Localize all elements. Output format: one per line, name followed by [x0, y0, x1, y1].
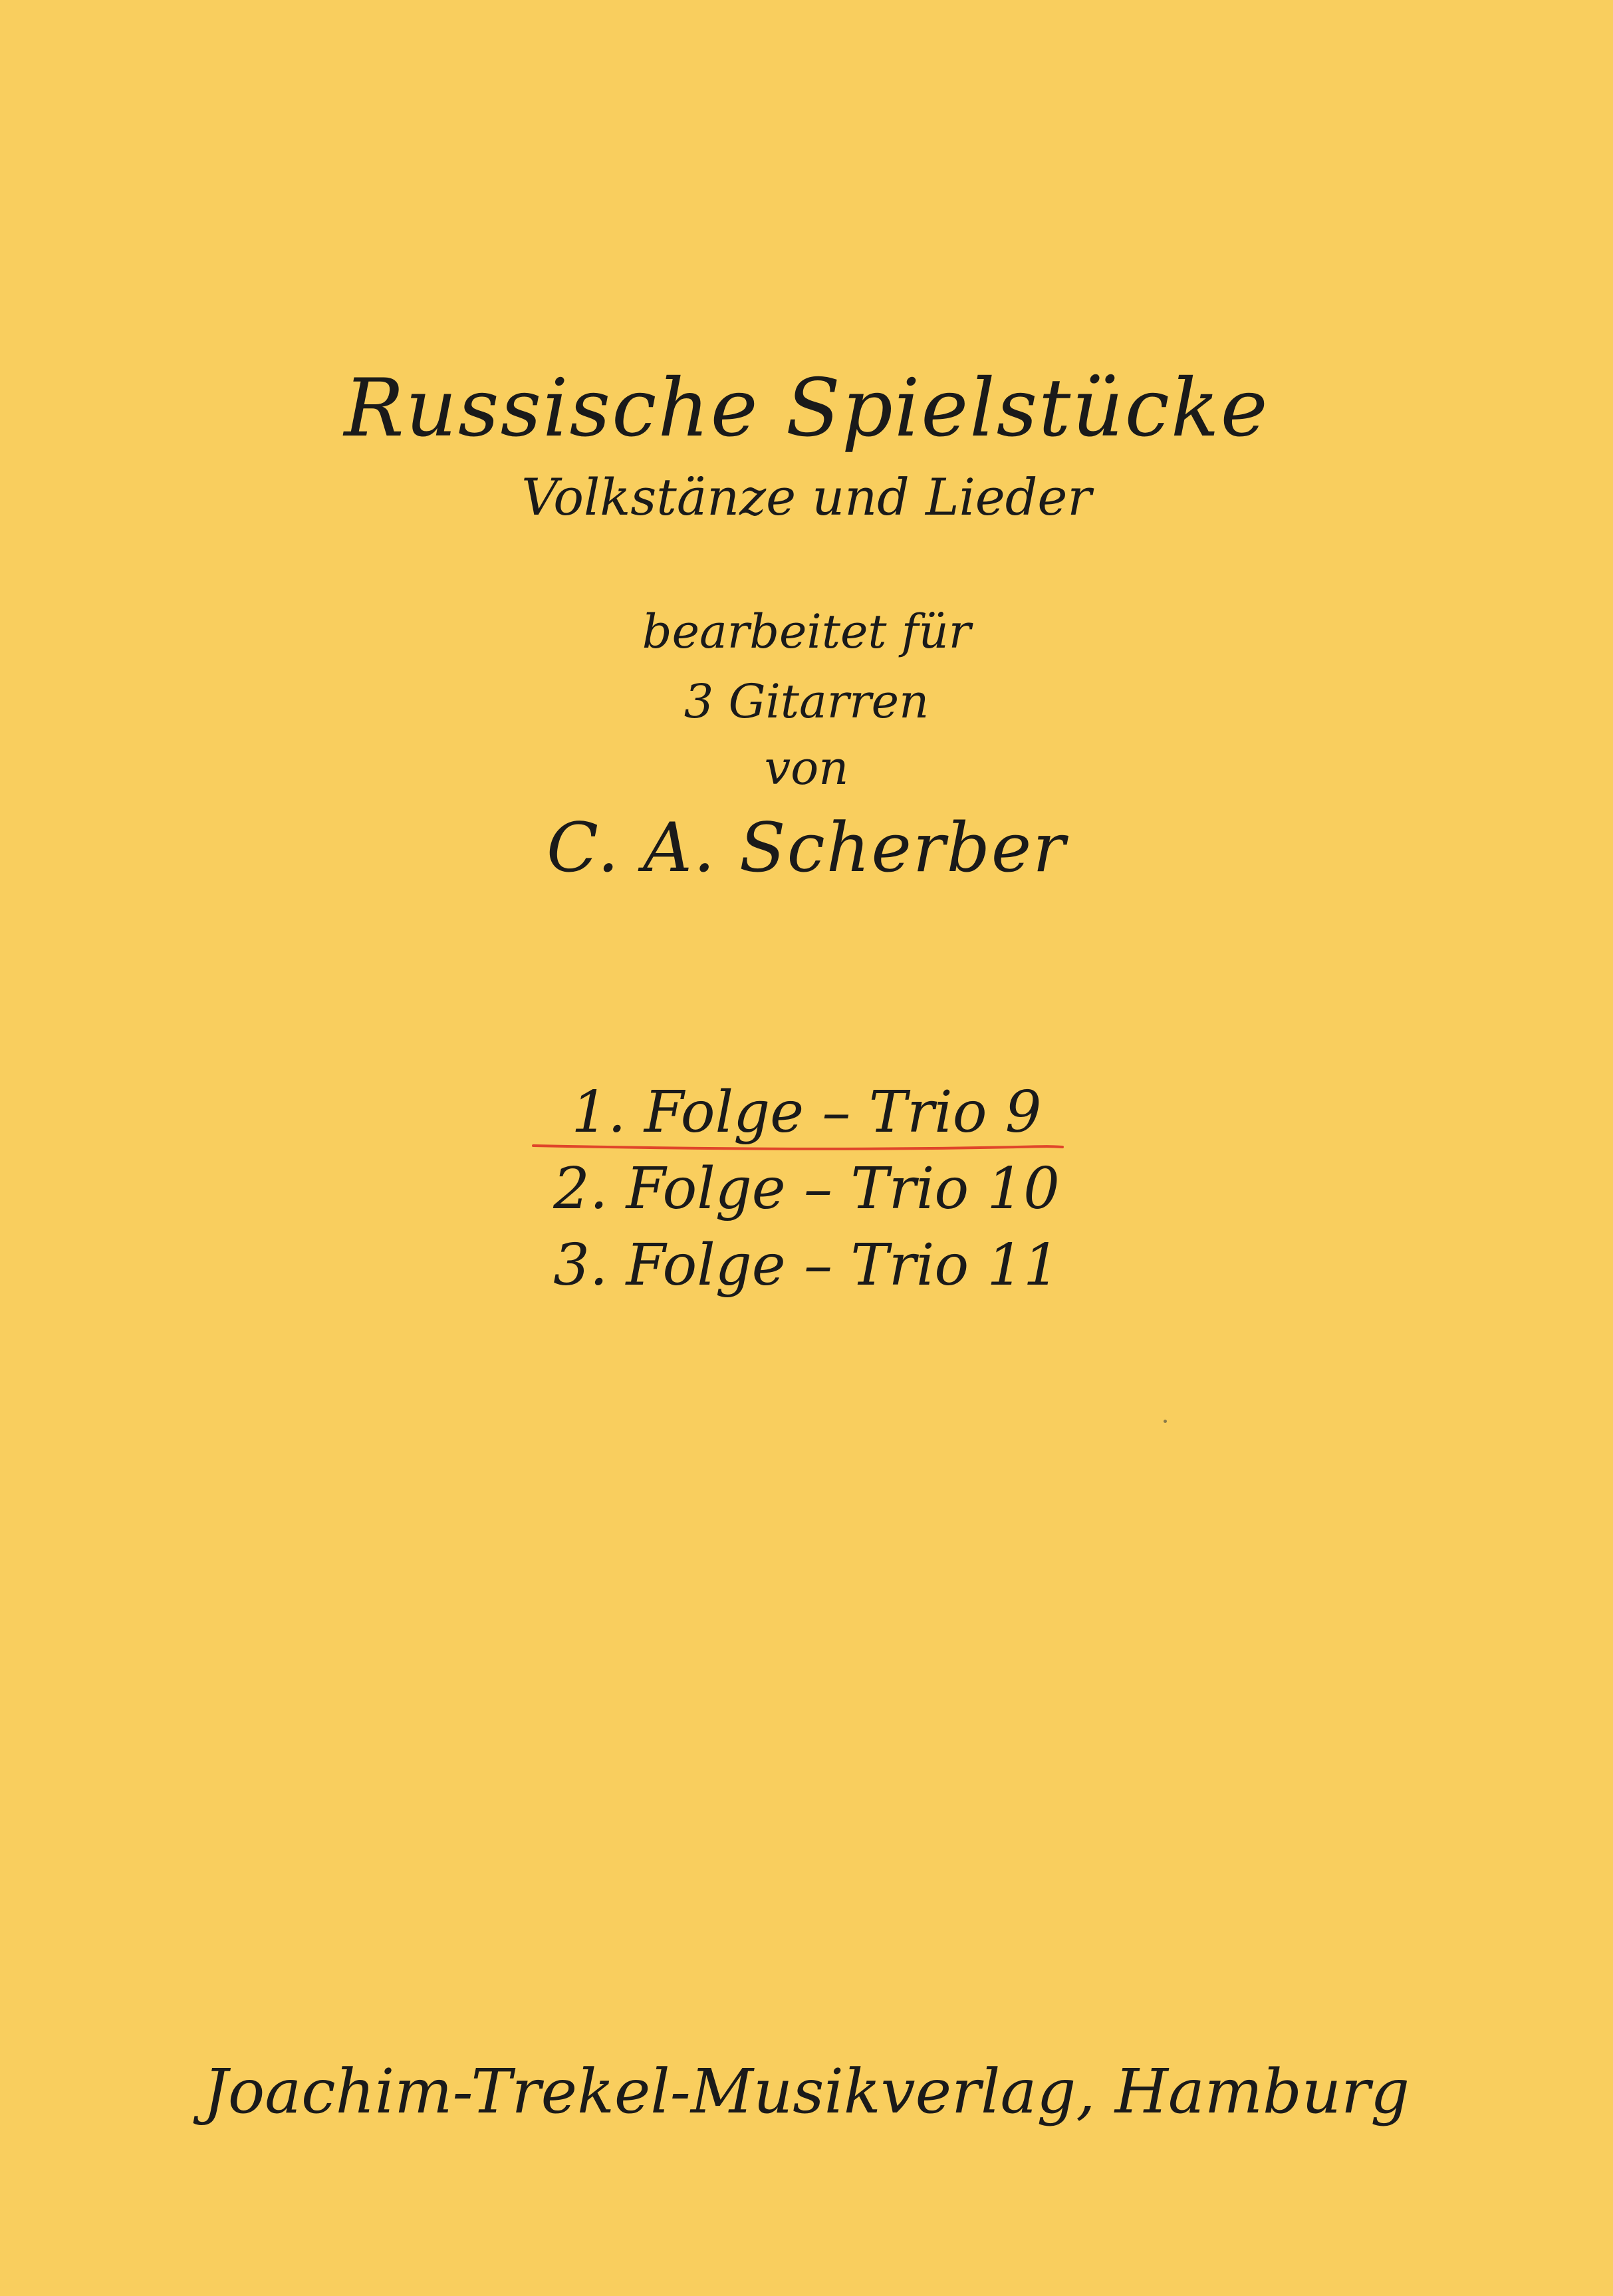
- red-underline-mark: [532, 1143, 1064, 1151]
- series-item-1: 1. Folge – Trio 9: [571, 1079, 1042, 1146]
- instrumentation: 3 Gitarren: [683, 674, 930, 729]
- series-item-2: 2. Folge – Trio 10: [553, 1156, 1060, 1222]
- subtitle: Volkstänze und Lieder: [521, 467, 1092, 527]
- arranger-name: C. A. Scherber: [547, 809, 1066, 888]
- publisher: Joachim-Trekel-Musikverlag, Hamburg: [203, 2056, 1410, 2127]
- by-label: von: [764, 741, 849, 795]
- arranged-for-label: bearbeitet für: [642, 604, 971, 659]
- paper-speck: [1164, 1420, 1167, 1423]
- title: Russische Spielstücke: [344, 362, 1269, 455]
- series-item-3: 3. Folge – Trio 11: [553, 1232, 1060, 1299]
